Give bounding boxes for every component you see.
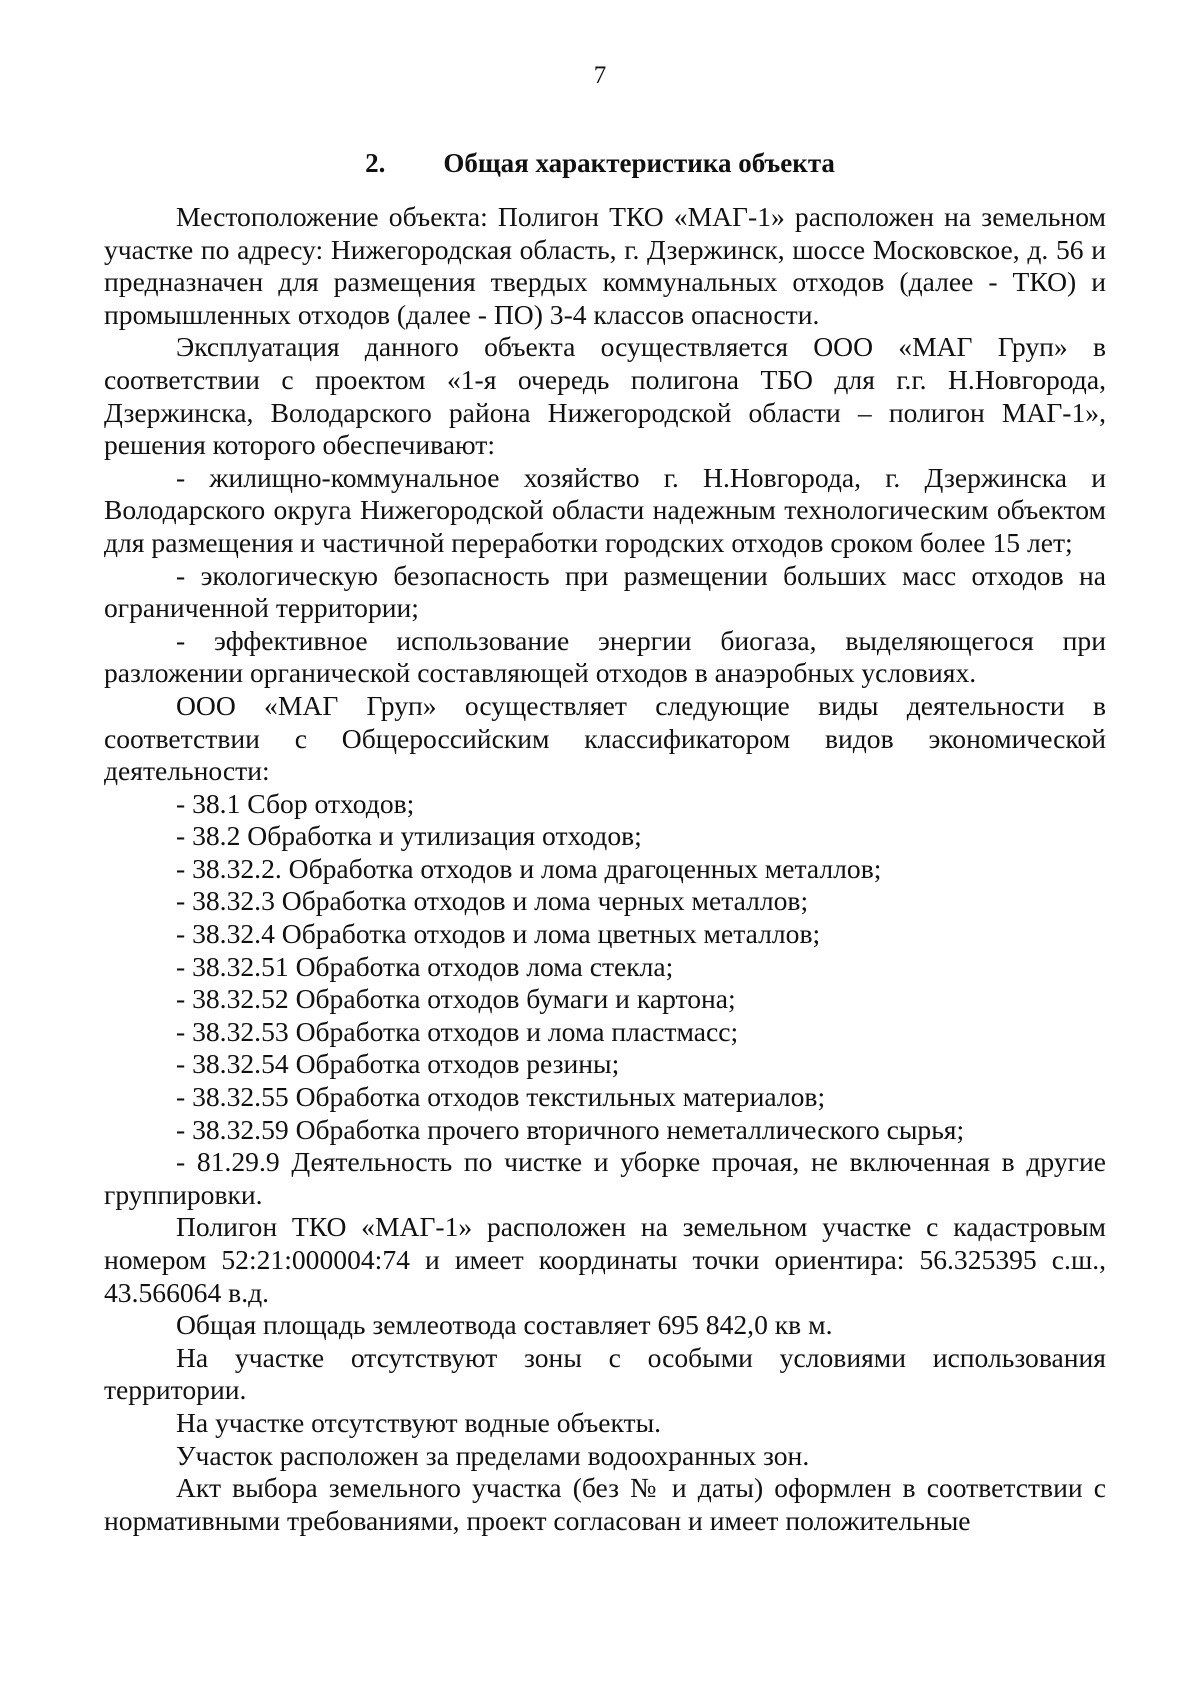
paragraph-protection-zones: Участок расположен за пределами водоохранных зон. bbox=[176, 1439, 810, 1471]
activity-item: - 38.32.53 Обработка отходов и лома пластмасс; bbox=[176, 1015, 739, 1047]
paragraph-land-act: Акт выбора земельного участка (без № и даты) оформлен в соответствии с нормативными требованиями, проект согласован и имеет положительные bbox=[104, 1472, 1106, 1536]
paragraph-activities-intro: ООО «МАГ Груп» осуществляет следующие виды деятельности в соответствии с Общероссийским классификатором видов экономической деятельности: bbox=[104, 689, 1106, 787]
paragraph-water: На участке отсутствуют водные объекты. bbox=[176, 1406, 662, 1438]
activity-item: - 38.32.3 Обработка отходов и лома черных металлов; bbox=[176, 885, 809, 917]
activity-item: - 38.32.55 Обработка отходов текстильных материалов; bbox=[176, 1081, 826, 1113]
section-number: 2. bbox=[365, 148, 386, 178]
section-title: Общая характеристика объекта bbox=[443, 148, 835, 178]
document-body bbox=[104, 201, 1106, 1537]
paragraph-bullet-housing: - жилищно-коммунальное хозяйство г. Н.Новгорода, г. Дзержинска и Володарского округа Нижегородской области надежным технологическим объектом для размещения и частичной переработки городских отходов сроком более 15 лет; bbox=[104, 461, 1106, 558]
activity-item: - 81.29.9 Деятельность по чистке и уборке прочая, не включенная в другие группировки. bbox=[104, 1146, 1106, 1210]
page-number: 7 bbox=[593, 62, 607, 89]
paragraph-area: Общая площадь землеотвода составляет 695 842,0 кв м. bbox=[176, 1309, 833, 1341]
paragraph-location: Местоположение объекта: Полигон ТКО «МАГ-1» расположен на земельном участке по адресу: Нижегородская область, г. Дзержинск, шоссе Московское, д. 56 и предназначен для размещения твердых коммунальных отходов (далее - ТКО) и промышленных отходов (далее - ПО) 3-4 классов опасности. bbox=[104, 201, 1106, 330]
activity-item: - 38.32.51 Обработка отходов лома стекла; bbox=[176, 950, 674, 982]
section-heading bbox=[0, 148, 1200, 179]
paragraph-zones: На участке отсутствуют зоны с особыми условиями использования территории. bbox=[104, 1341, 1106, 1406]
activity-item: - 38.1 Сбор отходов; bbox=[176, 787, 415, 819]
paragraph-bullet-biogas: - эффективное использование энергии биогаза, выделяющегося при разложении органической составляющей отходов в анаэробных условиях. bbox=[104, 624, 1106, 689]
activity-item: - 38.32.2. Обработка отходов и лома драгоценных металлов; bbox=[176, 852, 882, 884]
activity-item: - 38.32.52 Обработка отходов бумаги и картона; bbox=[176, 983, 736, 1015]
paragraph-cadastral: Полигон ТКО «МАГ-1» расположен на земельном участке с кадастровым номером 52:21:000004:74 и имеет координаты точки ориентира: 56.325395 с.ш., 43.566064 в.д. bbox=[104, 1211, 1106, 1308]
activity-item: - 38.32.4 Обработка отходов и лома цветных металлов; bbox=[176, 918, 821, 950]
paragraph-operation: Эксплуатация данного объекта осуществляется ООО «МАГ Груп» в соответствии с проектом «1-я очередь полигона ТБО для г.г. Н.Новгорода, Дзержинска, Володарского района Нижегородской области – полигон МАГ-1», решения которого обеспечивают: bbox=[104, 331, 1106, 461]
activity-item: - 38.32.59 Обработка прочего вторичного неметаллического сырья; bbox=[176, 1113, 965, 1145]
paragraph-bullet-ecology: - экологическую безопасность при размещении больших масс отходов на ограниченной территории; bbox=[104, 559, 1106, 624]
activity-item: - 38.2 Обработка и утилизация отходов; bbox=[176, 820, 642, 852]
activity-item: - 38.32.54 Обработка отходов резины; bbox=[176, 1048, 620, 1080]
